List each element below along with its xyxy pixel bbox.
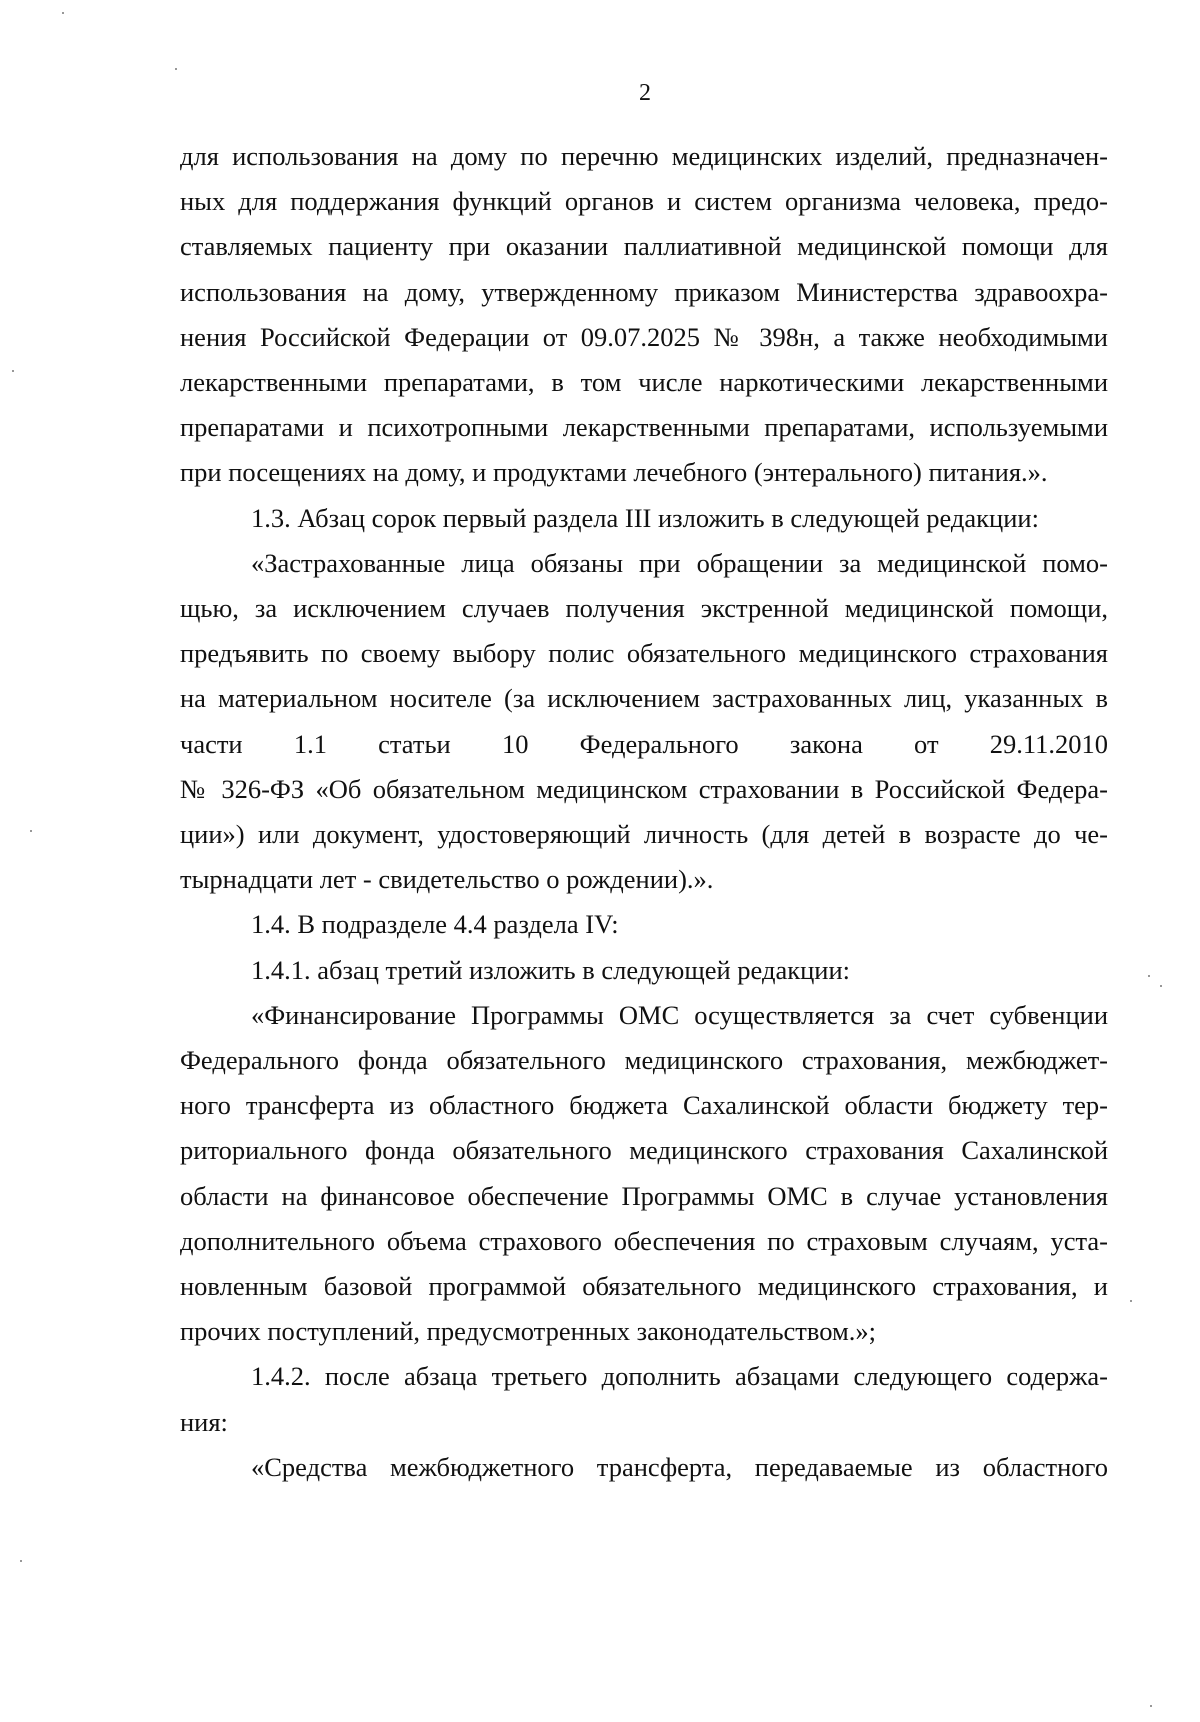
text-line: «Финансирование Программы ОМС осуществляется за счет субвенции	[251, 999, 1108, 1030]
scan-speck	[1130, 1300, 1132, 1302]
text-line: ции») или документ, удостоверяющий личность (для детей в возрасте до че-	[180, 819, 1108, 850]
text-line: № 326-ФЗ «Об обязательном медицинском страховании в Российской Федера-	[180, 773, 1108, 804]
text-line: области на финансовое обеспечение Программы ОМС в случае установления	[180, 1180, 1108, 1211]
text-line: лекарственными препаратами, в том числе наркотическими лекарственными	[180, 367, 1108, 398]
text-line: на материальном носителе (за исключением застрахованных лиц, указанных в	[180, 683, 1108, 714]
text-line: «Застрахованные лица обязаны при обращении за медицинской помо-	[251, 547, 1108, 578]
text-line: ния:	[180, 1406, 228, 1437]
text-line: ставляемых пациенту при оказании паллиативной медицинской помощи для	[180, 231, 1108, 262]
paragraph	[180, 993, 1108, 1355]
text-line: использования на дому, утвержденному приказом Министерства здравоохра-	[180, 276, 1108, 307]
text-line: 1.4.2. после абзаца третьего дополнить абзацами следующего содержа-	[251, 1361, 1108, 1392]
page-number: 2	[639, 80, 651, 106]
scan-speck	[12, 370, 14, 372]
text-line: нения Российской Федерации от 09.07.2025 № 398н, а также необходимыми	[180, 321, 1108, 352]
scan-speck	[1150, 1705, 1152, 1707]
text-line: прочих поступлений, предусмотренных законодательством.»;	[180, 1316, 876, 1347]
paragraph	[180, 134, 1108, 496]
text-line: 1.4.1. абзац третий изложить в следующей редакции:	[251, 954, 850, 985]
scan-speck	[62, 12, 64, 14]
paragraph	[180, 902, 1108, 947]
paragraph	[180, 541, 1108, 903]
text-line: препаратами и психотропными лекарственными препаратами, используемыми	[180, 412, 1108, 443]
text-line: для использования на дому по перечню медицинских изделий, предназначен-	[180, 141, 1108, 171]
text-line: ных для поддержания функций органов и систем организма человека, предо-	[180, 186, 1108, 217]
text-line: риториального фонда обязательного медицинского страхования Сахалинской	[180, 1135, 1108, 1166]
text-line: щью, за исключением случаев получения экстренной медицинской помощи,	[180, 593, 1108, 624]
text-line: «Средства межбюджетного трансферта, передаваемые из областного	[251, 1451, 1108, 1482]
text-line: Федерального фонда обязательного медицинского страхования, межбюджет-	[180, 1045, 1108, 1076]
scan-speck	[1148, 975, 1150, 977]
paragraph	[180, 496, 1108, 541]
document-body	[180, 134, 1108, 1490]
scan-speck	[30, 830, 32, 832]
text-line: при посещениях на дому, и продуктами лечебного (энтерального) питания.».	[180, 457, 1048, 488]
text-line: предъявить по своему выбору полис обязательного медицинского страхования	[180, 638, 1108, 669]
text-line: новленным базовой программой обязательного медицинского страхования, и	[180, 1271, 1108, 1302]
text-line: части 1.1 статьи 10 Федерального закона от 29.11.2010	[180, 728, 1108, 759]
text-line: 1.4. В подразделе 4.4 раздела IV:	[251, 909, 619, 940]
text-line: 1.3. Абзац сорок первый раздела III изложить в следующей редакции:	[251, 502, 1039, 533]
text-line: дополнительного объема страхового обеспечения по страховым случаям, уста-	[180, 1225, 1108, 1256]
paragraph	[180, 948, 1108, 993]
scan-speck	[20, 1560, 22, 1562]
scan-speck	[1160, 985, 1162, 987]
scan-speck	[175, 68, 177, 70]
text-line: тырнадцати лет - свидетельство о рождении).».	[180, 864, 714, 895]
paragraph	[180, 1354, 1108, 1444]
text-line: ного трансферта из областного бюджета Сахалинской области бюджету тер-	[180, 1090, 1108, 1121]
paragraph	[180, 1445, 1108, 1490]
